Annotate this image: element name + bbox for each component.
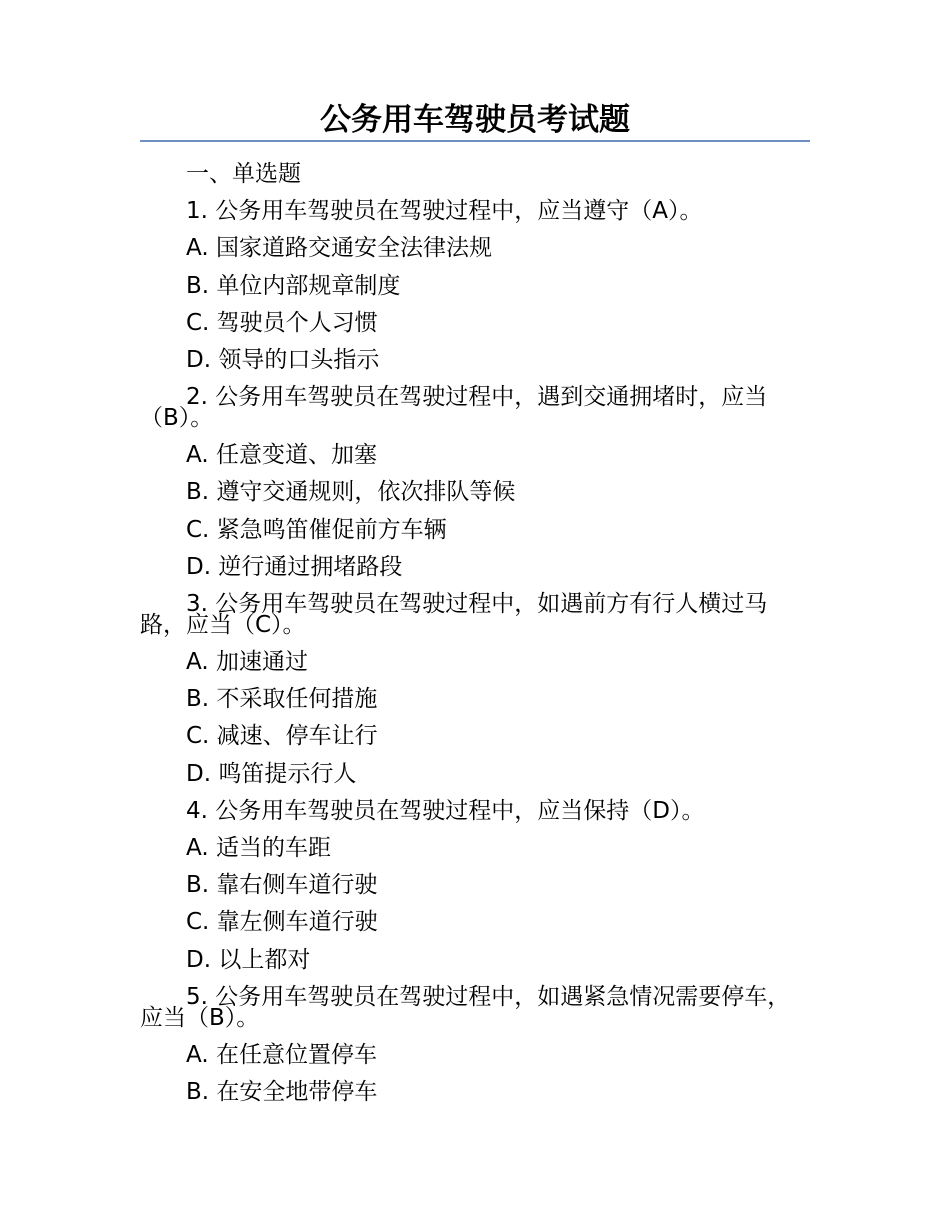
- question-stem: 3. 公务用车驾驶员在驾驶过程中，如遇前方有行人横过马路，应当（C）。: [140, 591, 768, 639]
- section-heading: 一、单选题: [186, 161, 301, 187]
- option-d: D. 逆行通过拥堵路段: [186, 553, 403, 580]
- option-c: C. 紧急鸣笛催促前方车辆: [186, 516, 447, 543]
- option-a: A. 适当的车距: [186, 835, 331, 862]
- option-b: B. 在安全地带停车: [186, 1079, 378, 1106]
- option-d: D. 鸣笛提示行人: [186, 760, 357, 787]
- option-d: D. 领导的口头指示: [186, 347, 380, 374]
- option-d: D. 以上都对: [186, 946, 311, 973]
- option-a: A. 在任意位置停车: [186, 1041, 377, 1068]
- option-c: C. 靠左侧车道行驶: [186, 909, 378, 936]
- question-stem: 4. 公务用车驾驶员在驾驶过程中，应当保持（D）。: [186, 797, 705, 824]
- option-a: A. 任意变道、加塞: [186, 442, 377, 469]
- option-c: C. 减速、停车让行: [186, 723, 378, 750]
- option-b: B. 单位内部规章制度: [186, 272, 401, 299]
- document-title: 公务用车驾驶员考试题: [320, 102, 630, 138]
- option-b: B. 遵守交通规则，依次排队等候: [186, 479, 516, 506]
- title-underline: [140, 140, 810, 142]
- question-stem: 2. 公务用车驾驶员在驾驶过程中，遇到交通拥堵时，应当（B）。: [140, 384, 768, 432]
- option-a: A. 国家道路交通安全法律法规: [186, 235, 492, 262]
- document-body: [140, 156, 810, 1111]
- option-b: B. 不采取任何措施: [186, 686, 378, 713]
- question-stem: 1. 公务用车驾驶员在驾驶过程中，应当遵守（A）。: [186, 198, 703, 225]
- option-a: A. 加速通过: [186, 649, 308, 676]
- question-stem: 5. 公务用车驾驶员在驾驶过程中，如遇紧急情况需要停车，应当（B）。: [140, 983, 791, 1031]
- option-c: C. 驾驶员个人习惯: [186, 309, 378, 336]
- option-b: B. 靠右侧车道行驶: [186, 872, 378, 899]
- document-page: [140, 100, 810, 1111]
